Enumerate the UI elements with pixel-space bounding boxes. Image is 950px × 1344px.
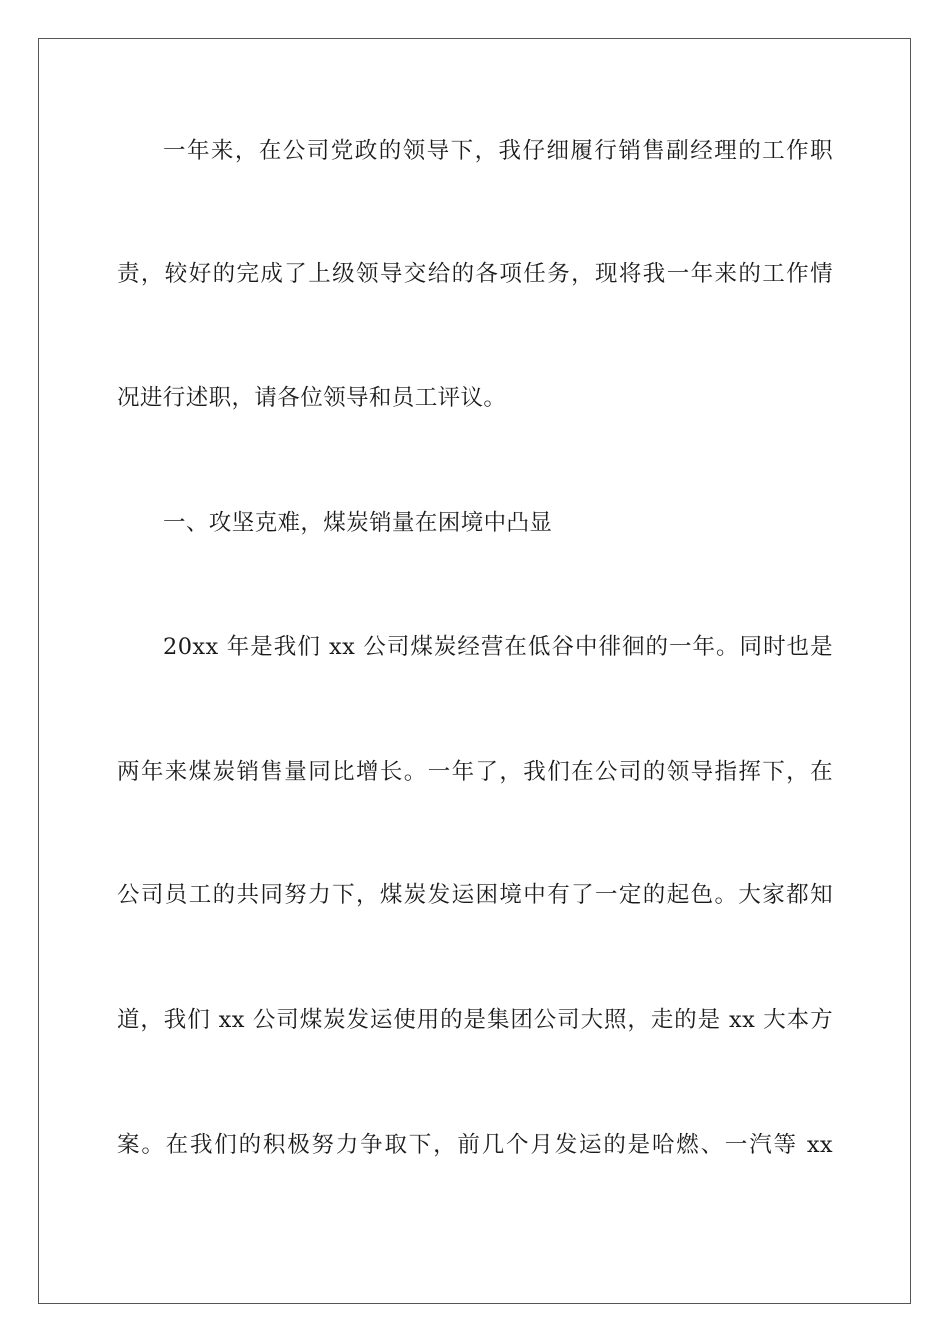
paragraph-1-line-2: 责，较好的完成了上级领导交给的各项任务，现将我一年来的工作情 bbox=[117, 261, 833, 287]
paragraph-2-line-3: 公司员工的共同努力下，煤炭发运困境中有了一定的起色。大家都知 bbox=[117, 882, 833, 908]
paragraph-1-line-1: 一年来，在公司党政的领导下，我仔细履行销售副经理的工作职 bbox=[163, 138, 833, 164]
paragraph-2-line-1: 20xx 年是我们 xx 公司煤炭经营在低谷中徘徊的一年。同时也是 bbox=[163, 634, 833, 660]
paragraph-2-line-4: 道，我们 xx 公司煤炭发运使用的是集团公司大照，走的是 xx 大本方 bbox=[117, 1007, 833, 1033]
page-border bbox=[38, 38, 911, 1304]
paragraph-2-line-5: 案。在我们的积极努力争取下，前几个月发运的是哈燃、一汽等 xx bbox=[117, 1132, 833, 1158]
section-heading: 一、攻坚克难，煤炭销量在困境中凸显 bbox=[163, 510, 553, 536]
paragraph-1-line-3: 况进行述职，请各位领导和员工评议。 bbox=[117, 385, 507, 411]
paragraph-2-line-2: 两年来煤炭销售量同比增长。一年了，我们在公司的领导指挥下，在 bbox=[117, 759, 833, 785]
